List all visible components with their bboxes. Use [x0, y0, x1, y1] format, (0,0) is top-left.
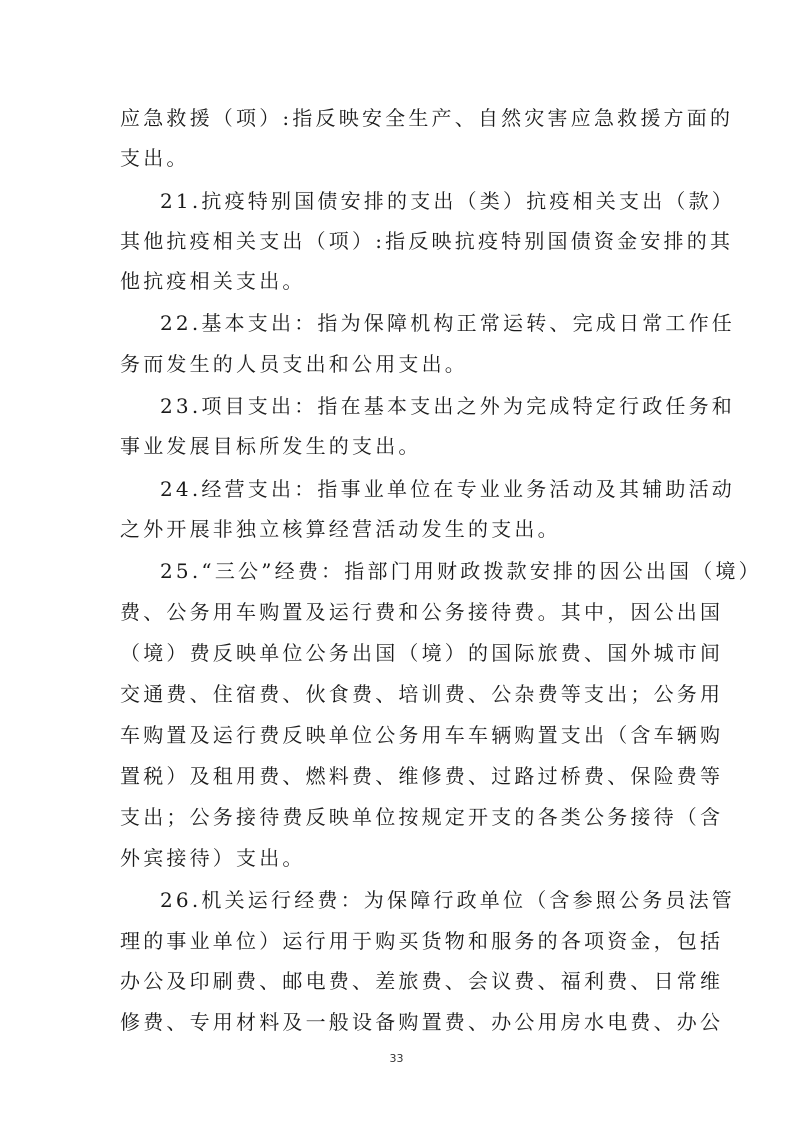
text-line: 办公及印刷费、邮电费、差旅费、会议费、福利费、日常维	[120, 969, 724, 993]
text-line: 务而发生的人员支出和公用支出。	[120, 352, 468, 376]
page-number: 33	[389, 1052, 404, 1065]
text-line: 支出。	[120, 146, 190, 170]
text-line: 应急救援（项）:指反映安全生产、自然灾害应急救援方面的	[120, 106, 734, 130]
text-line: 他抗疫相关支出。	[120, 269, 306, 293]
text-line: 置税）及租用费、燃料费、维修费、过路过桥费、保险费等	[120, 764, 724, 788]
text-line: 21.抗疫特别国债安排的支出（类）抗疫相关支出（款）	[160, 189, 736, 213]
text-line: 26.机关运行经费：为保障行政单位（含参照公务员法管	[160, 888, 736, 912]
text-line: 25.“三公”经费：指部门用财政拨款安排的因公出国（境）	[160, 559, 762, 583]
text-line: 23.项目支出：指在基本支出之外为完成特定行政任务和	[160, 394, 736, 418]
text-line: 事业发展目标所发生的支出。	[120, 434, 422, 458]
text-line: 支出；公务接待费反映单位按规定开支的各类公务接待（含	[120, 805, 724, 829]
text-line: 修费、专用材料及一般设备购置费、办公用房水电费、办公	[120, 1010, 724, 1034]
text-line: 其他抗疫相关支出（项）:指反映抗疫特别国债资金安排的其	[120, 229, 734, 253]
text-line: 22.基本支出：指为保障机构正常运转、完成日常工作任	[160, 311, 736, 335]
text-line: 交通费、住宿费、伙食费、培训费、公杂费等支出；公务用	[120, 682, 724, 706]
text-line: 费、公务用车购置及运行费和公务接待费。其中，因公出国	[120, 600, 724, 624]
text-line: 外宾接待）支出。	[120, 846, 306, 870]
text-line: 车购置及运行费反映单位公务用车车辆购置支出（含车辆购	[120, 723, 724, 747]
text-line: 理的事业单位）运行用于购买货物和服务的各项资金，包括	[120, 929, 724, 953]
text-line: （境）费反映单位公务出国（境）的国际旅费、国外城市间	[120, 641, 724, 665]
text-line: 24.经营支出：指事业单位在专业业务活动及其辅助活动	[160, 477, 736, 501]
text-line: 之外开展非独立核算经营活动发生的支出。	[120, 517, 561, 541]
